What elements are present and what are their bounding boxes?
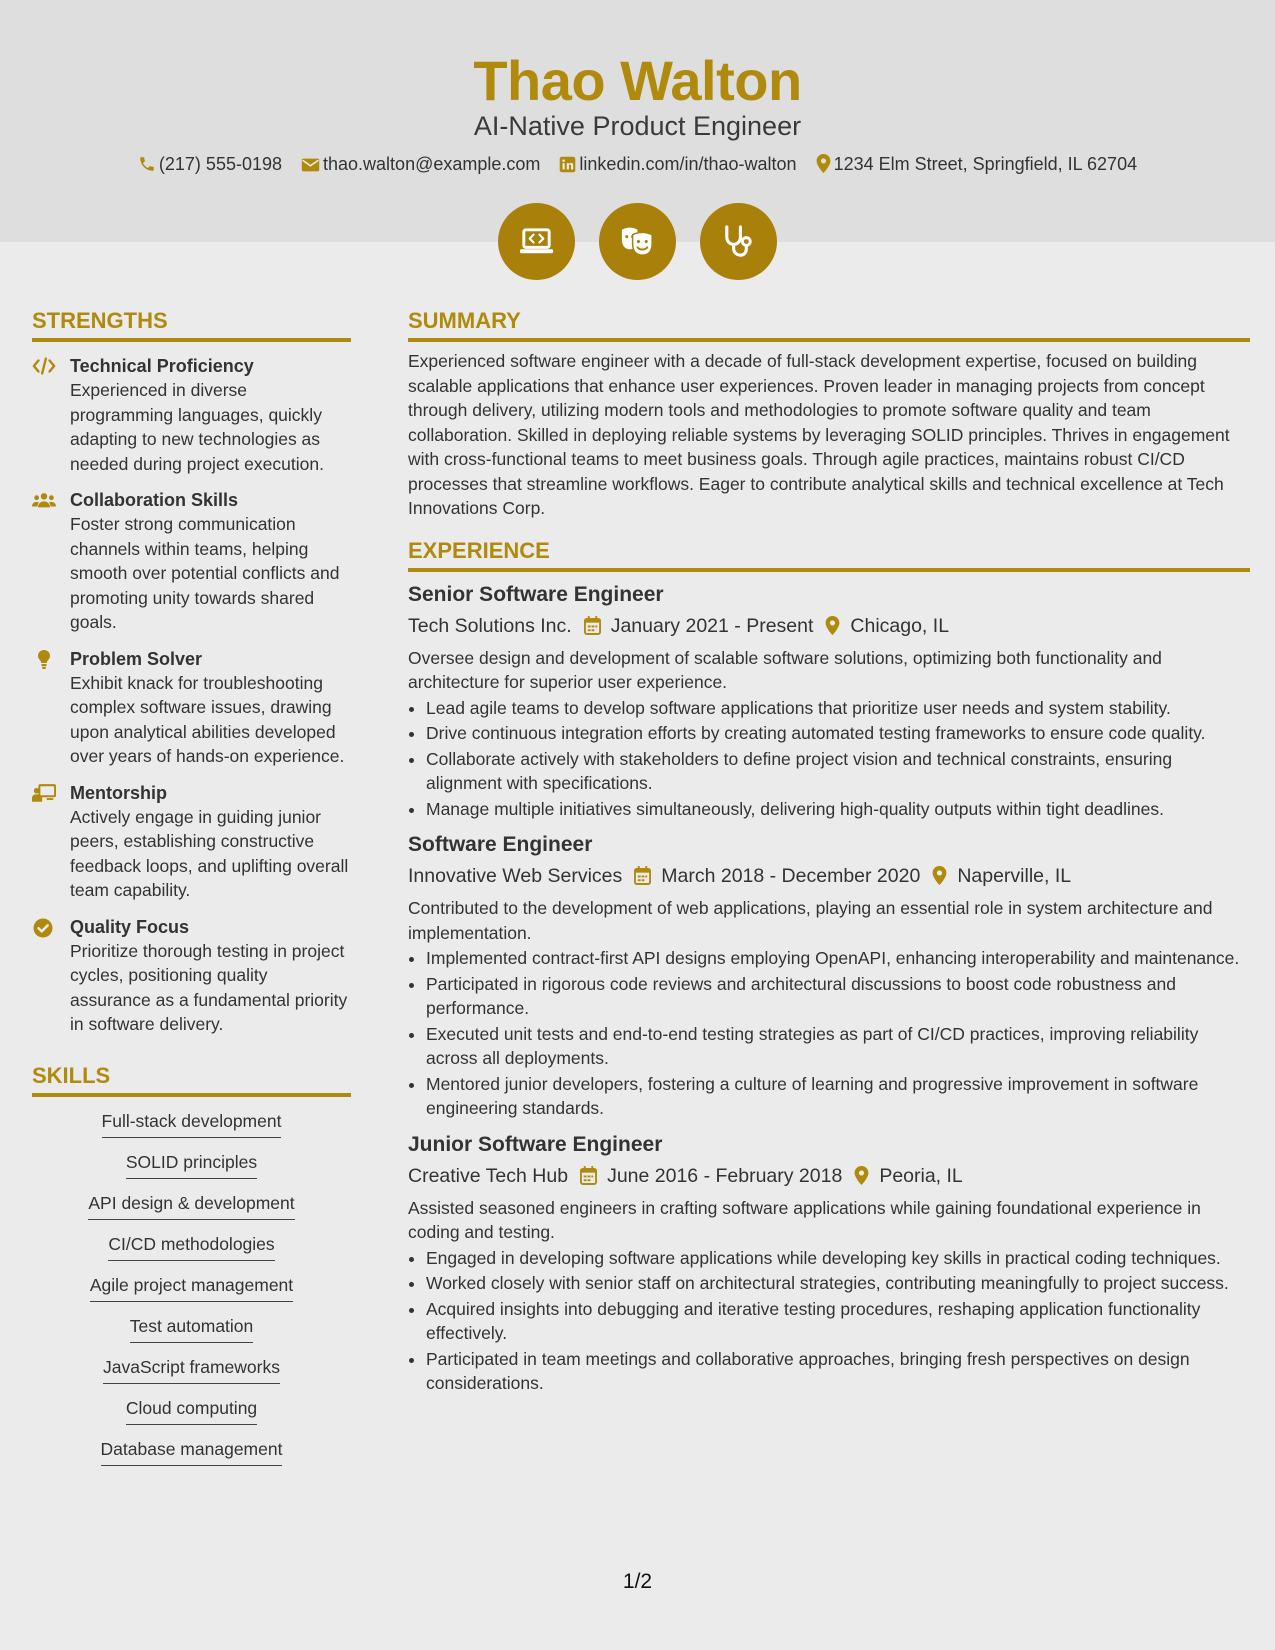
contact-address [816,151,1138,177]
strength-title: Problem Solver [70,648,203,669]
job-dates: March 2018 - December 2020 [661,865,921,887]
lightbulb-icon [32,650,56,670]
contact-row [0,151,1275,177]
job-bullet: • Acquired insights into debugging and iterative testing procedures, reshaping application functionality effectively. [426,1297,1250,1346]
job-bullet: • Manage multiple initiatives simultaneously, delivering high-quality outputs within tight deadlines. [426,797,1250,822]
skill-label: Agile project management [90,1273,293,1302]
job-title: Senior Software Engineer [408,582,664,606]
job-bullet: • Mentored junior developers, fostering a culture of learning and progressive improvement in software engineering standards. [426,1072,1250,1121]
job-meta [408,862,1250,890]
left-column [32,306,351,1466]
skill-label: Database management [101,1437,283,1466]
map-pin-icon [932,866,947,885]
candidate-name: Thao Walton [473,49,802,112]
job-bullets [408,946,1250,1121]
skill-item [32,1355,351,1384]
contact-email-text: thao.walton@example.com [323,154,541,174]
job-title: Software Engineer [408,833,593,856]
strength-item [32,915,351,1037]
job-bullet: • Lead agile teams to develop software applications that prioritize user needs and system stability. [426,696,1250,721]
job-meta [408,1162,1250,1190]
calendar-icon [580,1166,597,1185]
badge-stethoscope [700,203,777,280]
strength-description: Prioritize thorough testing in project cycles, positioning quality assurance as a fundamental priority in software delivery. [70,940,348,1034]
job-location: Naperville, IL [957,865,1072,887]
job-description: Oversee design and development of scalable software solutions, optimizing both functionality and architecture for superior user experience. [408,647,1162,692]
map-pin-icon [816,154,831,173]
job-bullet: • Executed unit tests and end-to-end testing strategies as part of CI/CD practices, improving reliability across all deployments. [426,1022,1250,1071]
experience-heading: EXPERIENCE [408,536,1250,572]
contact-phone [138,151,282,177]
job-company: Innovative Web Services [408,865,623,887]
job-company: Tech Solutions Inc. [408,614,572,637]
map-pin-icon [825,616,840,635]
linkedin-icon [559,156,576,173]
strength-item [32,647,351,769]
strength-item [32,354,351,476]
contact-email[interactable] [301,151,540,177]
strength-item [32,488,351,635]
skill-item [32,1109,351,1138]
job-bullet: • Participated in team meetings and collaborative approaches, bringing fresh perspectives on design considerations. [426,1347,1250,1396]
badge-row [0,203,1275,280]
job-bullets [408,696,1250,822]
skill-item [32,1396,351,1425]
contact-phone-text: (217) 555-0198 [158,154,282,174]
job-location: Peoria, IL [879,1164,963,1187]
skill-label: SOLID principles [126,1150,257,1179]
strength-title: Mentorship [70,782,167,803]
job-bullet: • Participated in rigorous code reviews and architectural discussions to boost code robustness and performance. [426,972,1250,1021]
page-number: 1/2 [622,1570,653,1593]
skill-item [32,1273,351,1302]
skills-list [32,1109,351,1466]
skill-label: Cloud computing [126,1396,257,1425]
job-bullet: • Engaged in developing software applications while developing key skills in practical coding techniques. [426,1246,1250,1271]
strengths-heading: STRENGTHS [32,306,351,342]
skill-label: Full-stack development [102,1109,282,1138]
skill-item [32,1232,351,1261]
job-bullet: • Worked closely with senior staff on architectural strategies, contributing meaningfully to project success. [426,1271,1250,1296]
job-bullet: • Collaborate actively with stakeholders to define project vision and technical constraints, ensuring alignment with specifications. [426,747,1250,796]
badge-laptop [498,203,575,280]
check-circle-icon [32,918,56,938]
strength-title: Technical Proficiency [70,356,254,376]
job-bullet: • Drive continuous integration efforts by creating automated testing frameworks to ensure code quality. [426,721,1250,746]
skill-label: Test automation [130,1314,254,1343]
job-bullets [408,1246,1250,1396]
phone-icon [138,155,156,173]
strength-title: Collaboration Skills [70,490,239,510]
stethoscope-icon [719,222,758,261]
right-column [408,306,1250,1396]
strength-title: Quality Focus [70,916,190,937]
envelope-icon [301,157,320,173]
job-title: Junior Software Engineer [408,1132,663,1156]
job-meta [408,612,1250,640]
strength-description: Foster strong communication channels within teams, helping smooth over potential conflicts and promoting unity towards shared goals. [70,514,340,632]
theater-masks-icon [618,222,657,261]
calendar-icon [634,866,651,885]
calendar-icon [584,616,601,635]
job-dates: June 2016 - February 2018 [607,1164,843,1187]
skill-label: API design & development [88,1191,294,1220]
skill-label: JavaScript frameworks [103,1355,280,1384]
laptop-code-icon [517,222,556,261]
chalkboard-teacher-icon [32,784,56,803]
users-icon [32,491,56,509]
badge-masks [599,203,676,280]
skill-item [32,1314,351,1343]
skill-item [32,1437,351,1466]
strength-item [32,781,351,903]
skill-item [32,1191,351,1220]
candidate-title: AI-Native Product Engineer [473,111,802,141]
contact-address-text: 1234 Elm Street, Springfield, IL 62704 [833,154,1138,174]
job-description: Assisted seasoned engineers in crafting software applications while gaining foundational experience in coding and testing. [408,1197,1201,1242]
map-pin-icon [854,1166,869,1185]
job-location: Chicago, IL [850,614,950,637]
job-bullet: • Implemented contract-first API designs employing OpenAPI, enhancing interoperability and maintenance. [426,946,1250,971]
job-company: Creative Tech Hub [408,1164,569,1187]
job-entry [408,1131,1250,1396]
code-icon [32,357,56,375]
job-dates: January 2021 - Present [610,614,814,637]
skill-label: CI/CD methodologies [108,1232,274,1261]
strength-description: Exhibit knack for troubleshooting complex software issues, drawing upon analytical abilities developed over years of hands-on experience. [70,672,345,766]
skills-heading: SKILLS [32,1061,351,1097]
skill-item [32,1150,351,1179]
contact-linkedin[interactable] [559,151,796,177]
contact-linkedin-text: linkedin.com/in/thao-walton [579,154,797,174]
summary-text: Experienced software engineer with a decade of full-stack development expertise, focused on building scalable applications that enhance user experiences. Proven leader in managing projects from concept through delivery, utilizing modern tools and methodologies to promote software quality and team collaboration. Skilled in deploying reliable systems by leveraging SOLID principles. Thrives in engagement with cross-functional teams to meet business goals. Through agile practices, maintains robust CI/CD processes that streamline workflows. Eager to contribute analytical skills and technical excellence at Tech Innovations Corp. [408,351,1230,518]
strength-description: Actively engage in guiding junior peers, establishing constructive feedback loops, and uplifting overall team capability. [70,806,349,900]
job-description: Contributed to the development of web applications, playing an essential role in system architecture and implementation. [408,898,1213,943]
job-entry [408,581,1250,822]
summary-heading: SUMMARY [408,306,1250,342]
job-entry [408,831,1250,1121]
strength-description: Experienced in diverse programming languages, quickly adapting to new technologies as needed during project execution. [70,380,324,474]
